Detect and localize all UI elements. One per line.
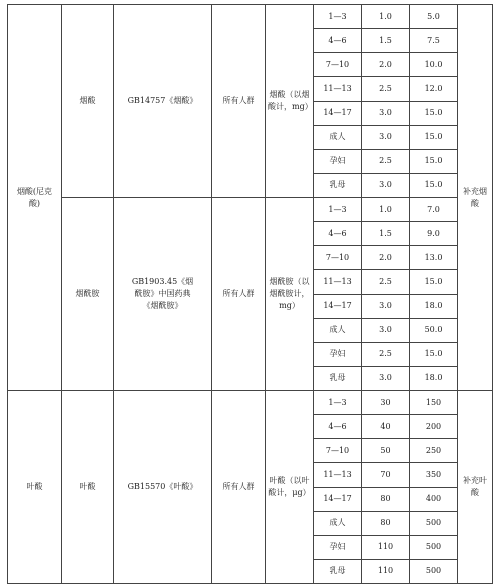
age-group-cell: 14—17 [314,294,362,318]
table-row [8,391,493,415]
max-value-cell: 250 [410,439,458,463]
min-value-cell: 1.5 [362,222,410,246]
population-cell: 所有人群 [212,391,266,584]
table-row [8,5,493,29]
age-group-cell: 孕妇 [314,342,362,366]
max-value-cell: 15.0 [410,125,458,149]
min-value-cell: 3.0 [362,101,410,125]
age-group-cell: 成人 [314,511,362,535]
compound-cell: 烟酰胺 [62,198,114,391]
age-group-cell: 11—13 [314,463,362,487]
age-group-cell: 14—17 [314,487,362,511]
category-cell: 补充叶酸 [458,391,493,584]
age-group-cell: 1—3 [314,198,362,222]
min-value-cell: 40 [362,415,410,439]
table-body [8,5,493,584]
category-cell: 补充烟酸 [458,5,493,391]
min-value-cell: 3.0 [362,366,410,390]
max-value-cell: 18.0 [410,294,458,318]
age-group-cell: 成人 [314,125,362,149]
max-value-cell: 7.0 [410,198,458,222]
table-row [8,198,493,222]
max-value-cell: 400 [410,487,458,511]
standard-cell: GB14757《烟酸》 [114,5,212,198]
nutrient-group-cell: 烟酸(尼克酸) [8,5,62,391]
age-group-cell: 7—10 [314,53,362,77]
unit-cell: 烟酰胺（以烟酰胺计，mg） [266,198,314,391]
max-value-cell: 200 [410,415,458,439]
min-value-cell: 2.5 [362,270,410,294]
max-value-cell: 7.5 [410,29,458,53]
age-group-cell: 7—10 [314,439,362,463]
min-value-cell: 2.5 [362,342,410,366]
max-value-cell: 15.0 [410,149,458,173]
min-value-cell: 70 [362,463,410,487]
standard-cell: GB1903.45《烟酰胺》中国药典《烟酰胺》 [114,198,212,391]
min-value-cell: 80 [362,487,410,511]
min-value-cell: 1.0 [362,198,410,222]
nutrient-group-cell: 叶酸 [8,391,62,584]
max-value-cell: 350 [410,463,458,487]
max-value-cell: 15.0 [410,173,458,197]
min-value-cell: 30 [362,391,410,415]
max-value-cell: 15.0 [410,342,458,366]
min-value-cell: 3.0 [362,318,410,342]
max-value-cell: 13.0 [410,246,458,270]
age-group-cell: 14—17 [314,101,362,125]
max-value-cell: 5.0 [410,5,458,29]
max-value-cell: 12.0 [410,77,458,101]
max-value-cell: 500 [410,511,458,535]
age-group-cell: 4—6 [314,29,362,53]
age-group-cell: 乳母 [314,559,362,583]
age-group-cell: 乳母 [314,173,362,197]
age-group-cell: 1—3 [314,391,362,415]
unit-cell: 叶酸（以叶酸计，μg） [266,391,314,584]
max-value-cell: 9.0 [410,222,458,246]
max-value-cell: 15.0 [410,270,458,294]
age-group-cell: 成人 [314,318,362,342]
min-value-cell: 3.0 [362,294,410,318]
age-group-cell: 孕妇 [314,535,362,559]
age-group-cell: 孕妇 [314,149,362,173]
age-group-cell: 4—6 [314,222,362,246]
compound-cell: 烟酸 [62,5,114,198]
max-value-cell: 10.0 [410,53,458,77]
min-value-cell: 80 [362,511,410,535]
max-value-cell: 500 [410,535,458,559]
max-value-cell: 150 [410,391,458,415]
age-group-cell: 乳母 [314,366,362,390]
min-value-cell: 2.5 [362,77,410,101]
unit-cell: 烟酸（以烟酸计，mg） [266,5,314,198]
age-group-cell: 1—3 [314,5,362,29]
min-value-cell: 50 [362,439,410,463]
min-value-cell: 1.5 [362,29,410,53]
min-value-cell: 2.0 [362,53,410,77]
age-group-cell: 4—6 [314,415,362,439]
population-cell: 所有人群 [212,198,266,391]
min-value-cell: 2.0 [362,246,410,270]
age-group-cell: 7—10 [314,246,362,270]
age-group-cell: 11—13 [314,270,362,294]
min-value-cell: 1.0 [362,5,410,29]
max-value-cell: 500 [410,559,458,583]
min-value-cell: 3.0 [362,173,410,197]
max-value-cell: 18.0 [410,366,458,390]
min-value-cell: 110 [362,535,410,559]
compound-cell: 叶酸 [62,391,114,584]
age-group-cell: 11—13 [314,77,362,101]
max-value-cell: 15.0 [410,101,458,125]
min-value-cell: 2.5 [362,149,410,173]
nutrient-dosage-table [7,4,493,584]
max-value-cell: 50.0 [410,318,458,342]
min-value-cell: 110 [362,559,410,583]
min-value-cell: 3.0 [362,125,410,149]
population-cell: 所有人群 [212,5,266,198]
standard-cell: GB15570《叶酸》 [114,391,212,584]
